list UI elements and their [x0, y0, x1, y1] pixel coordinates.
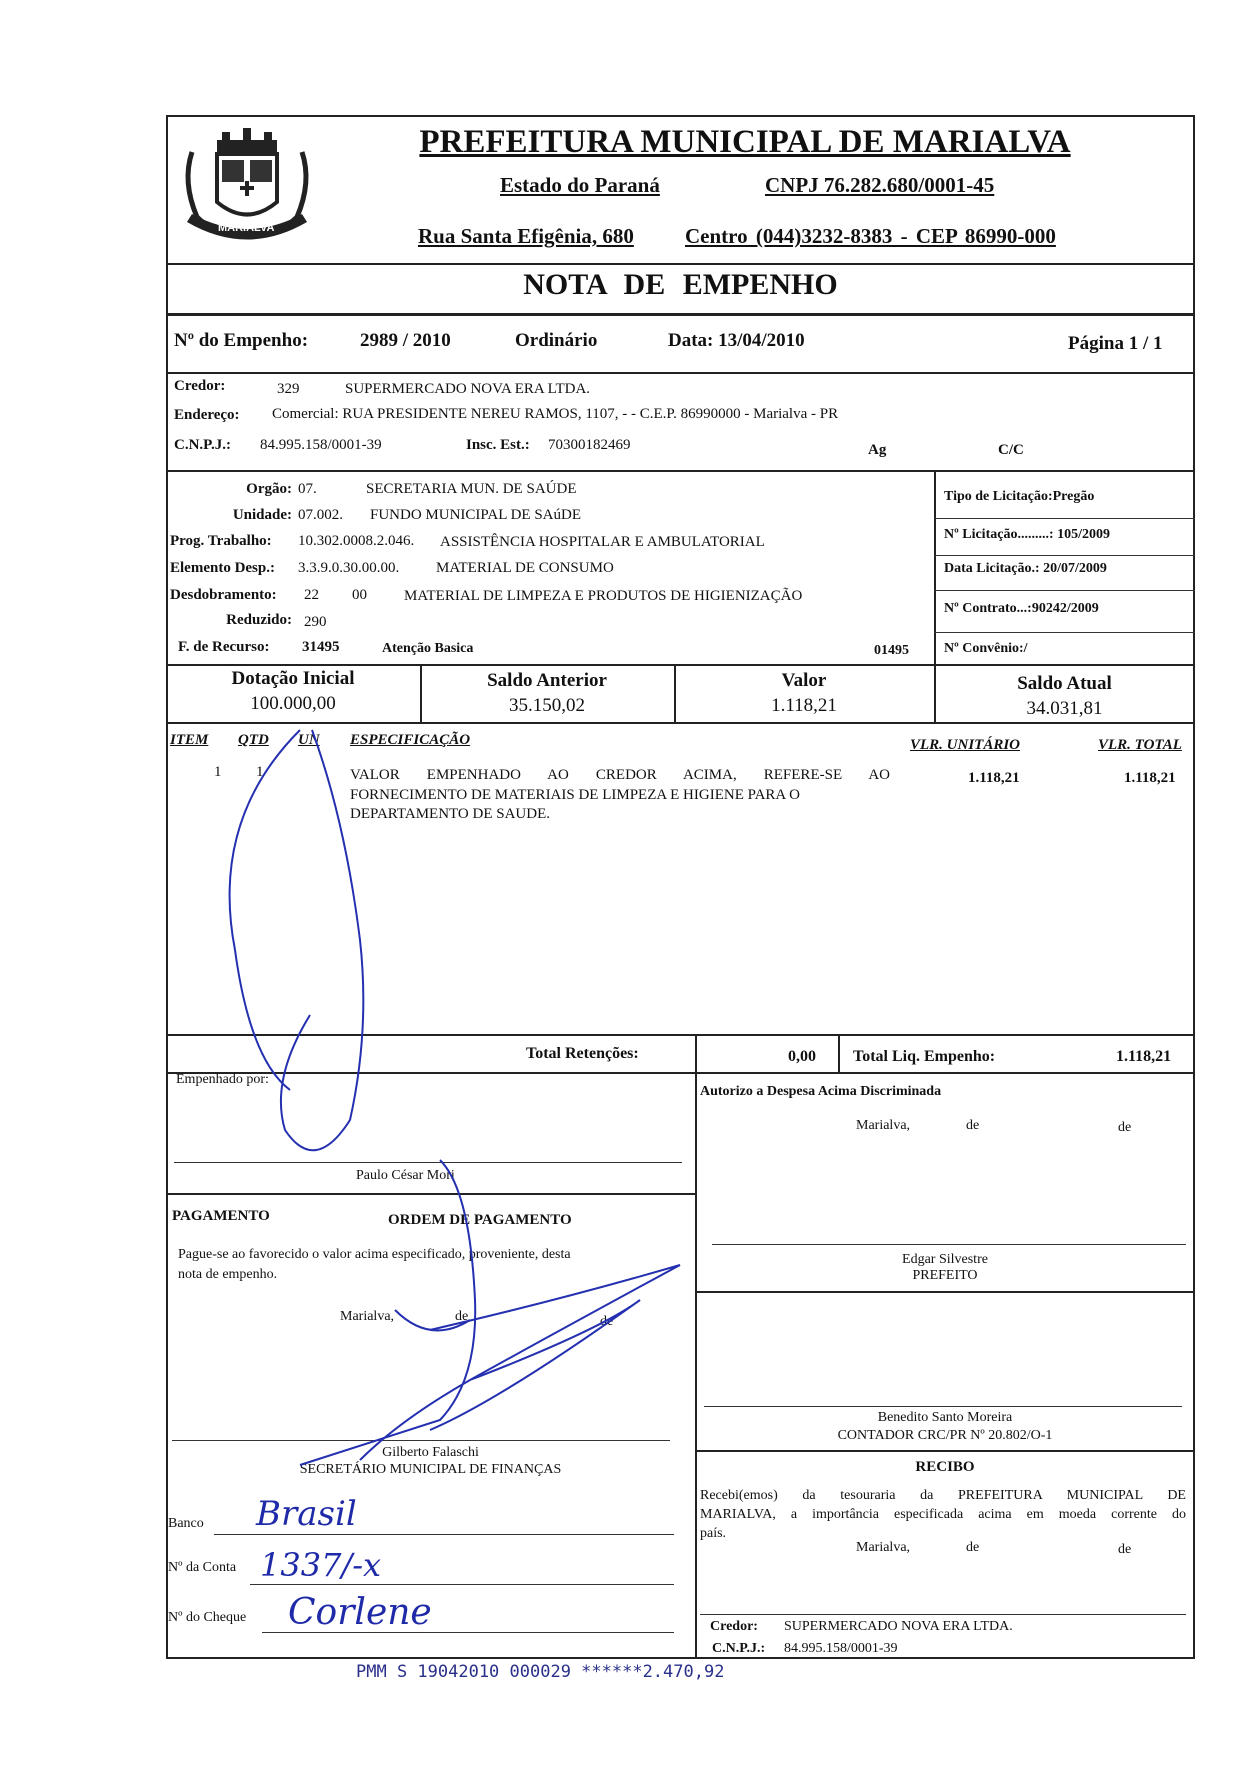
page-number: Página 1 / 1 [1068, 333, 1163, 354]
estado-label: Estado do Paraná [500, 173, 660, 197]
document-title: NOTA DE EMPENHO [523, 268, 838, 301]
empenho-number-label: Nº do Empenho: [174, 330, 309, 351]
recibo-label: RECIBO [915, 1459, 975, 1475]
orgao-code: 07. [298, 481, 317, 497]
liquido-value: 1.118,21 [1116, 1048, 1172, 1065]
banco-value: Brasil [256, 1494, 357, 1534]
empenhado-nome: Paulo César Mori [356, 1168, 455, 1183]
conta-value: 1337/-x [260, 1546, 382, 1584]
col-item: ITEM [170, 732, 209, 748]
cnpj-label: CNPJ 76.282.680/0001-45 [765, 173, 995, 197]
recibo-credor-label: Credor: [710, 1619, 758, 1634]
prog-name: ASSISTÊNCIA HOSPITALAR E AMBULATORIAL [440, 534, 765, 550]
autorizo-label: Autorizo a Despesa Acima Discriminada [700, 1084, 942, 1099]
licitacao-type: Tipo de Licitação:Pregão [944, 489, 1095, 504]
pagamento-label: PAGAMENTO [172, 1208, 270, 1224]
pagamento-texto-2: nota de empenho. [178, 1267, 278, 1282]
saldo-anterior-label: Saldo Anterior [487, 670, 607, 691]
desdobramento-label: Desdobramento: [170, 587, 277, 603]
cheque-value: Corlene [288, 1592, 432, 1633]
recurso-name: Atenção Basica [382, 641, 474, 656]
valor-value: 1.118,21 [771, 695, 837, 716]
licitacao-date: Data Licitação.: 20/07/2009 [944, 561, 1107, 576]
licitacao-number: Nº Licitação.........: 105/2009 [944, 527, 1110, 542]
ag-label: Ag [868, 442, 887, 458]
recibo-de2: de [1118, 1542, 1132, 1557]
dotacao-inicial-label: Dotação Inicial [231, 668, 355, 689]
contador-nome: Benedito Santo Moreira [877, 1410, 1013, 1425]
prog-label: Prog. Trabalho: [170, 533, 272, 549]
credor-cnpj: 84.995.158/0001-39 [260, 437, 382, 453]
autorizo-de1: de [966, 1118, 980, 1133]
reduzido-value: 290 [304, 614, 327, 630]
pagamento-texto-1: Pague-se ao favorecido o valor acima especificado, proveniente, desta [178, 1247, 571, 1262]
insc-label: Insc. Est.: [466, 437, 530, 453]
recibo-texto-1: Recebi(emos) da tesouraria da PREFEITURA MUNICIPAL DE [700, 1488, 1186, 1503]
cc-label: C/C [998, 442, 1024, 458]
retencoes-value: 0,00 [788, 1048, 816, 1065]
desdobramento-code1: 22 [304, 587, 319, 603]
elemento-code: 3.3.9.0.30.00.00. [298, 560, 400, 576]
row-spec-line2: FORNECIMENTO DE MATERIAIS DE LIMPEZA E HIGIENE PARA O [350, 787, 801, 803]
saldo-atual-label: Saldo Atual [1017, 673, 1112, 694]
recurso-label: F. de Recurso: [178, 639, 270, 655]
recibo-cnpj: 84.995.158/0001-39 [784, 1641, 898, 1656]
unidade-name: FUNDO MUNICIPAL DE SAúDE [370, 507, 581, 523]
ordem-pagamento: ORDEM DE PAGAMENTO [388, 1212, 572, 1228]
reduzido-label: Reduzido: [226, 612, 292, 628]
page-title: PREFEITURA MUNICIPAL DE MARIALVA [419, 124, 1071, 160]
row-unit-price: 1.118,21 [968, 770, 1020, 786]
desdobramento-name: MATERIAL DE LIMPEZA E PRODUTOS DE HIGIENIZAÇÃO [404, 588, 803, 604]
col-qtd: QTD [238, 732, 269, 748]
empenho-number: 2989 / 2010 [360, 330, 451, 351]
retencoes-label: Total Retenções: [526, 1045, 639, 1062]
row-total-price: 1.118,21 [1124, 770, 1176, 786]
elemento-label: Elemento Desp.: [170, 560, 275, 576]
col-un: UN [298, 732, 320, 748]
centro-label: Centro (044)3232-8383 - CEP 86990-000 [685, 224, 1056, 248]
footer-stamp: PMM S 19042010 000029 ******2.470,92 [356, 1662, 725, 1682]
credor-cnpj-label: C.N.P.J.: [174, 437, 231, 453]
insc-value: 70300182469 [548, 437, 631, 453]
autorizo-cidade: Marialva, [856, 1118, 911, 1133]
desdobramento-code2: 00 [352, 587, 367, 603]
pagamento-cidade: Marialva, [340, 1309, 395, 1324]
col-vlr-unitario: VLR. UNITÁRIO [910, 737, 1021, 753]
financas-nome: Gilberto Falaschi [382, 1445, 479, 1460]
recibo-texto-2: MARIALVA, a importância especificada acima em moeda corrente do [700, 1507, 1186, 1522]
recurso-code: 31495 [302, 639, 340, 655]
contrato-number: Nº Contrato...:90242/2009 [944, 601, 1099, 616]
prefeito-nome: Edgar Silvestre [902, 1252, 988, 1267]
recibo-cnpj-label: C.N.P.J.: [712, 1641, 766, 1656]
contador-cargo: CONTADOR CRC/PR Nº 20.802/O-1 [837, 1428, 1053, 1443]
unidade-label: Unidade: [232, 507, 292, 523]
banco-label: Banco [168, 1516, 204, 1531]
saldo-anterior-value: 35.150,02 [509, 695, 585, 716]
elemento-name: MATERIAL DE CONSUMO [436, 560, 614, 576]
empenho-date: Data: 13/04/2010 [668, 330, 805, 351]
row-spec-line1: VALOR EMPENHADO AO CREDOR ACIMA, REFERE-SE AO [350, 767, 890, 783]
row-qtd: 1 [256, 764, 264, 780]
valor-label: Valor [781, 670, 827, 691]
endereco-label: Endereço: [174, 407, 240, 423]
credor-code: 329 [277, 381, 300, 397]
credor-name: SUPERMERCADO NOVA ERA LTDA. [345, 381, 591, 397]
autorizo-de2: de [1118, 1120, 1132, 1135]
convenio-number: Nº Convênio:/ [944, 641, 1028, 656]
row-item: 1 [214, 764, 222, 780]
row-spec-line3: DEPARTAMENTO DE SAUDE. [350, 806, 550, 822]
cheque-label: Nº do Cheque [168, 1610, 247, 1625]
orgao-name: SECRETARIA MUN. DE SAÚDE [366, 481, 577, 497]
col-especificacao: ESPECIFICAÇÃO [350, 732, 471, 748]
recibo-de1: de [966, 1540, 980, 1555]
empenhado-label: Empenhado por: [176, 1072, 269, 1087]
pagamento-de2: de [600, 1314, 614, 1329]
orgao-label: Orgão: [246, 481, 292, 497]
pagamento-de1: de [455, 1309, 469, 1324]
prog-code: 10.302.0008.2.046. [298, 533, 415, 549]
unidade-code: 07.002. [298, 507, 343, 523]
recibo-cidade: Marialva, [856, 1540, 911, 1555]
recibo-credor: SUPERMERCADO NOVA ERA LTDA. [784, 1619, 1013, 1634]
col-vlr-total: VLR. TOTAL [1098, 737, 1182, 753]
logo-banner-text: MARIALVA [218, 222, 275, 234]
conta-label: Nº da Conta [168, 1560, 237, 1575]
recibo-texto-3: país. [700, 1526, 727, 1541]
financas-cargo: SECRETÁRIO MUNICIPAL DE FINANÇAS [299, 1462, 562, 1477]
credor-address: Comercial: RUA PRESIDENTE NEREU RAMOS, 1107, - - C.E.P. 86990000 - Marialva - PR [272, 406, 839, 422]
credor-label: Credor: [174, 378, 226, 394]
empenho-type: Ordinário [515, 330, 598, 351]
prefeito-cargo: PREFEITO [912, 1268, 978, 1283]
liquido-label: Total Liq. Empenho: [853, 1048, 996, 1065]
coat-of-arms-logo [172, 122, 322, 250]
dotacao-inicial-value: 100.000,00 [250, 693, 336, 714]
saldo-atual-value: 34.031,81 [1026, 698, 1103, 719]
recurso-code-2: 01495 [874, 643, 909, 658]
address-label: Rua Santa Efigênia, 680 [418, 224, 634, 248]
